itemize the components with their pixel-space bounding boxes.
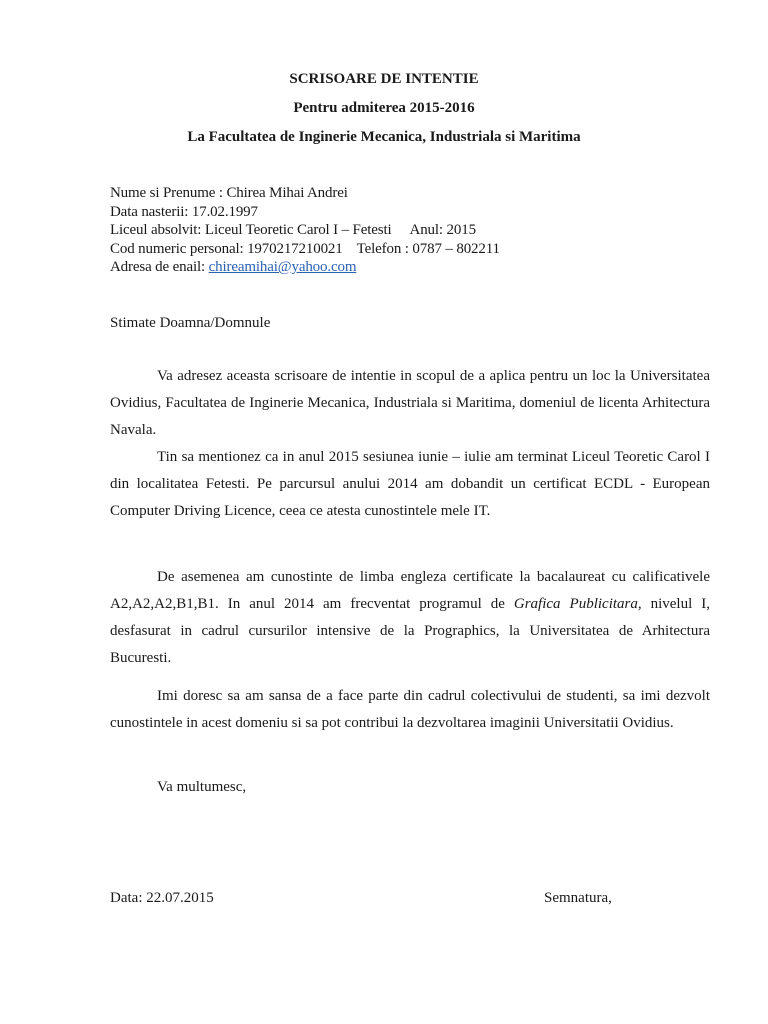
name-line: Nume si Prenume : Chirea Mihai Andrei — [110, 185, 348, 201]
signature-label: Semnatura, — [544, 890, 612, 906]
closing-thanks: Va multumesc, — [157, 779, 247, 795]
paragraph-skills — [110, 564, 710, 672]
graduation-year-text: Anul: 2015 — [409, 222, 476, 238]
paragraph-aspiration: Imi doresc sa am sansa de a face parte din cadrul colectivului de studenti, sa imi dezvolt cunostintele in acest domeniu si sa pot contribui la dezvoltarea imaginii Universitatii Ovidius. — [110, 688, 710, 731]
document-subtitle: Pentru admiterea 2015-2016 — [293, 100, 475, 116]
salutation: Stimate Doamna/Domnule — [110, 315, 271, 331]
birth-date-line: Data nasterii: 17.02.1997 — [110, 203, 258, 220]
personal-info-block — [110, 184, 500, 277]
faculty-heading: La Facultatea de Inginerie Mecanica, Industriala si Maritima — [187, 129, 581, 145]
school-text: Liceul absolvit: Liceul Teoretic Carol I – Fetesti — [110, 222, 392, 238]
paragraph-skills-part1: De asemenea am cunostinte de limba engleza certificate la bacalaureat cu calificativele A2,A2,A2,B1,B1. In anul 2014 am frecventat programul de — [110, 569, 710, 612]
program-name-italic: Grafica Publicitara — [513, 596, 638, 612]
paragraph-skills-part2: , nivelul I, desfasurat in cadrul cursurilor intensive de la Prographics, la Universitatea de Arhitectura Bucuresti. — [110, 596, 711, 666]
cnp-text: Cod numeric personal: 1970217210021 — [110, 240, 343, 257]
school-line — [110, 221, 500, 240]
paragraph-education: Tin sa mentionez ca in anul 2015 sesiunea iunie – iulie am terminat Liceul Teoretic Carol I din localitatea Fetesti. Pe parcursul anului 2014 am dobandit un certificat ECDL - European Computer Driving Licence, ceea ce atesta cunostintele mele IT. — [110, 449, 710, 519]
email-line — [110, 258, 500, 277]
letter-date: Data: 22.07.2015 — [110, 890, 214, 906]
document-title: SCRISOARE DE INTENTIE — [289, 71, 479, 87]
email-label: Adresa de enail: — [110, 259, 209, 275]
paragraph-intent: Va adresez aceasta scrisoare de intentie in scopul de a aplica pentru un loc la Universitatea Ovidius, Facultatea de Inginerie Mecanica, Industriala si Maritima, domeniul de licenta Arhitectura Navala. — [110, 368, 710, 438]
cnp-phone-line — [110, 240, 500, 259]
email-link[interactable]: chireamihai@yahoo.com — [208, 259, 357, 275]
phone-text: Telefon : 0787 – 802211 — [356, 240, 500, 257]
